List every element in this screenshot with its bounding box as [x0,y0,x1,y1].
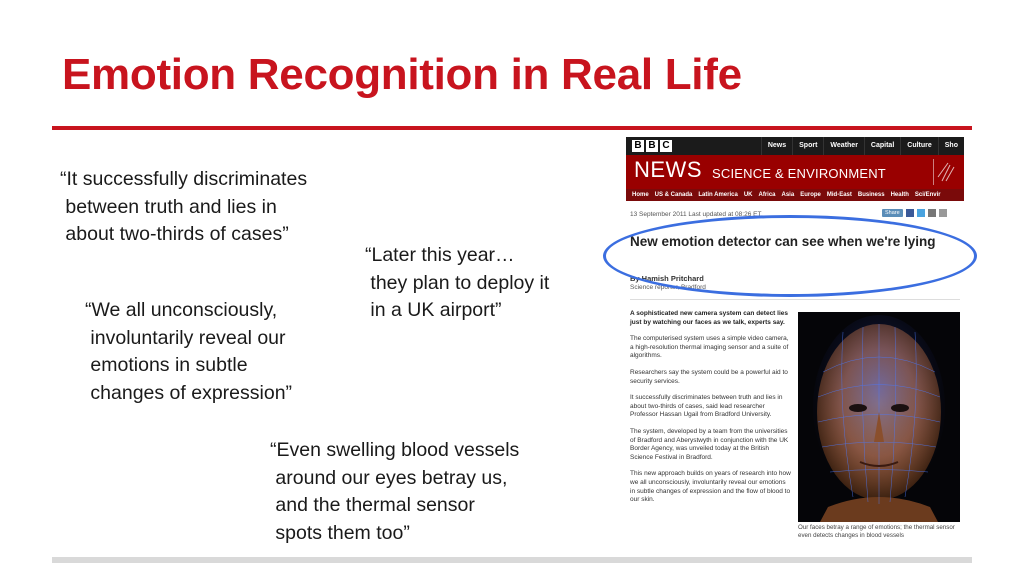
top-nav [761,137,964,155]
print-icon[interactable] [939,209,947,217]
sub-nav-item[interactable]: UK [743,192,753,198]
email-icon[interactable] [928,209,936,217]
article-lead: A sophisticated new camera system can detect lies just by watching our faces as we talk, experts say. [630,310,788,326]
sub-nav-item[interactable]: Africa [758,192,776,198]
quote-expression: “We all unconsciously, involuntarily reveal our emotions in subtle changes of expression” [85,299,293,404]
top-nav-news[interactable]: News [761,137,792,155]
sub-nav [626,189,964,201]
sub-nav-item[interactable]: Sci/Envir [914,192,941,198]
bbc-logo [632,140,672,152]
title-underline [52,126,972,130]
article-paragraph: Researchers say the system could be a powerful aid to security services. [630,368,788,385]
section-name: SCIENCE & ENVIRONMENT [712,166,886,181]
headline-highlight-ellipse [603,215,977,297]
article-body [630,310,792,513]
thermal-face-image [798,312,960,522]
dateline: 13 September 2011 Last updated at 08:26 ET [630,211,762,218]
top-nav-weather[interactable]: Weather [823,137,864,155]
image-caption: Our faces betray a range of emotions; the thermal sensor even detects changes in blood vessels [798,524,955,539]
sub-nav-item[interactable]: Latin America [698,192,738,198]
sub-nav-item[interactable]: Asia [781,192,795,198]
sub-nav-item[interactable]: Health [890,192,909,198]
quote-airport: “Later this year… they plan to deploy it in a UK airport” [365,244,550,321]
section-mark-icon [933,159,960,185]
article-paragraph: The system, developed by a team from the universities of Bradford and Aberystwyth in conjunction with the UK Border Agency, was unveiled today at the British Science Festival in Bradford. [630,427,789,461]
author-role: Science reporter, Bradford [630,284,706,291]
bbc-logo-letter: B [646,140,658,152]
share-row [882,209,947,217]
article-paragraph: This new approach builds on years of research into how we all unconsciously, involuntarily reveal our emotions in subtle changes of expression and the flow of blood to our skin. [630,470,791,504]
top-nav-capital[interactable]: Capital [864,137,900,155]
twitter-icon[interactable] [917,209,925,217]
sub-nav-item[interactable]: Europe [800,192,821,198]
sub-nav-item[interactable]: Business [857,192,885,198]
sub-nav-item[interactable]: US & Canada [654,192,693,198]
top-nav-shop[interactable]: Sho [938,137,964,155]
top-nav-sport[interactable]: Sport [792,137,823,155]
news-banner [626,155,964,189]
share-button[interactable]: Share [882,209,903,217]
bbc-article-screenshot [626,137,964,557]
news-wordmark: NEWS [634,157,702,182]
sub-nav-item[interactable]: Home [632,192,649,198]
bbc-logo-letter: B [632,140,644,152]
article-headline: New emotion detector can see when we're lying [630,234,936,249]
bbc-top-bar [626,137,964,155]
sub-nav-item[interactable]: Mid-East [826,192,852,198]
article-paragraph: The computerised system uses a simple video camera, a high-resolution thermal imaging sensor and a suite of algorithms. [630,335,789,360]
quote-blood-vessels: “Even swelling blood vessels around our eyes betray us, and the thermal sensor spots them too” [270,439,520,544]
footer-bar [52,557,972,563]
article-byline: By Hamish Pritchard [630,274,704,283]
quote-truth-lies: “It successfully discriminates between truth and lies in about two-thirds of cases” [60,168,308,245]
facebook-icon[interactable] [906,209,914,217]
bbc-logo-letter: C [660,140,672,152]
top-nav-culture[interactable]: Culture [900,137,938,155]
article-paragraph: It successfully discriminates between truth and lies in about two-thirds of cases, said lead researcher Professor Hassan Ugail from Bradford University. [630,394,783,419]
article-divider [630,299,960,300]
slide-title: Emotion Recognition in Real Life [62,50,742,99]
